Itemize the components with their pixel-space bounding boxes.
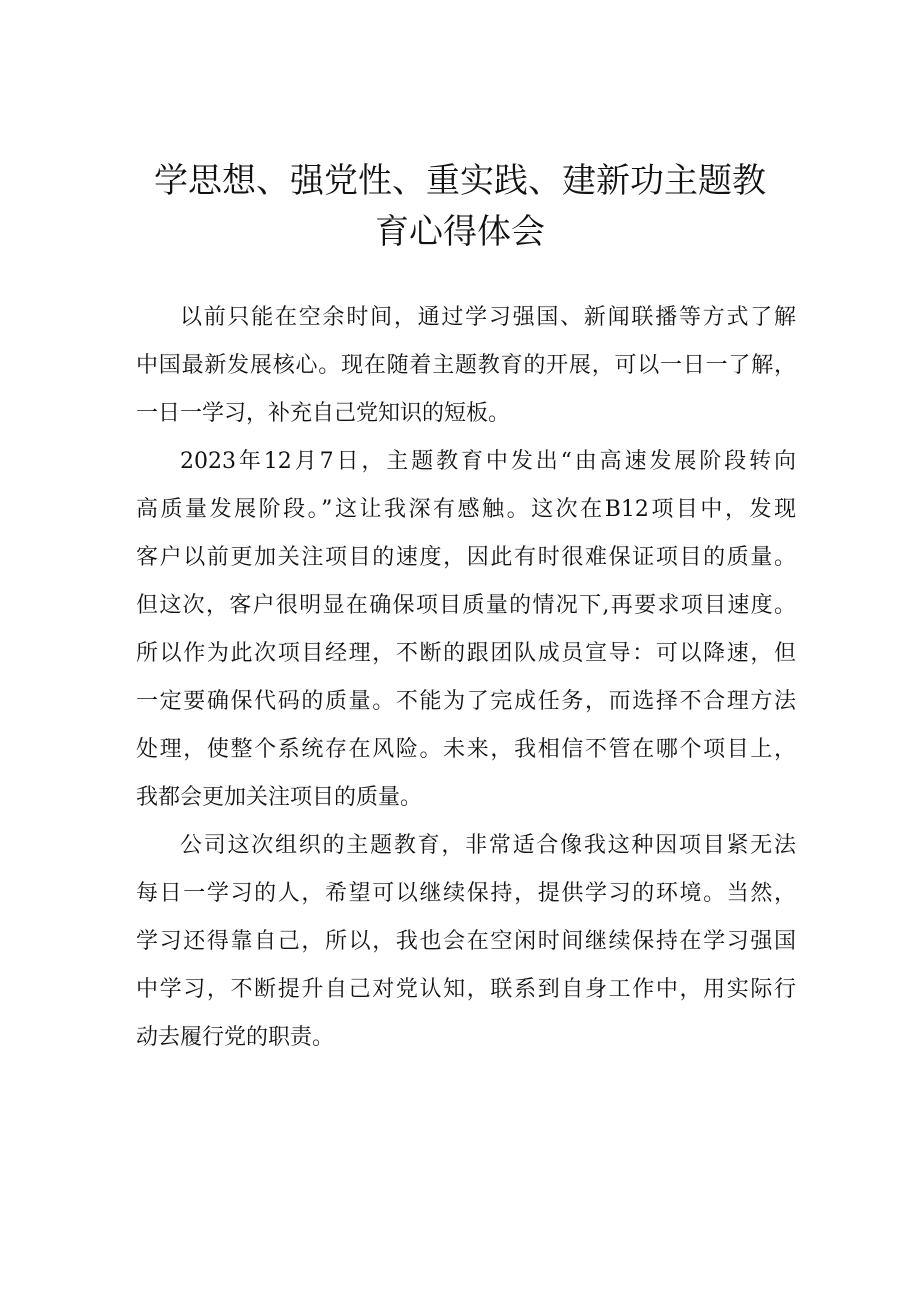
document-title-line-2: 育心得体会	[375, 212, 545, 252]
document-title-line-1: 学思想、强党性、重实践、建新功主题教	[154, 161, 766, 201]
paragraph-2-line-2: 高质量发展阶段。”这让我深有感触。这次在B12项目中，发现	[136, 497, 796, 522]
paragraph-2-line-5: 所以作为此次项目经理，不断的跟团队成员宣导：可以降速，但	[136, 641, 796, 666]
paragraph-2-line-8: 我都会更加关注项目的质量。	[136, 785, 423, 810]
paragraph-3-line-4: 中学习，不断提升自己对党认知，联系到自身工作中，用实际行	[136, 977, 796, 1002]
paragraph-3-line-2: 每日一学习的人，希望可以继续保持，提供学习的环境。当然，	[136, 881, 796, 906]
paragraph-1-line-3: 一日一学习，补充自己党知识的短板。	[136, 401, 511, 426]
paragraph-1-line-1: 以前只能在空余时间，通过学习强国、新闻联播等方式了解	[180, 305, 796, 330]
paragraph-3-line-5: 动去履行党的职责。	[136, 1025, 335, 1050]
paragraph-2-line-3: 客户以前更加关注项目的速度，因此有时很难保证项目的质量。	[136, 545, 796, 570]
paragraph-3-line-3: 学习还得靠自己，所以，我也会在空闲时间继续保持在学习强国	[136, 929, 796, 954]
paragraph-2-line-7: 处理，使整个系统存在风险。未来，我相信不管在哪个项目上，	[136, 737, 796, 762]
paragraph-2-line-1: 2023年12月7日，主题教育中发出“由高速发展阶段转向	[180, 449, 796, 474]
paragraph-3-line-1: 公司这次组织的主题教育，非常适合像我这种因项目紧无法	[180, 833, 796, 858]
paragraph-2-line-6: 一定要确保代码的质量。不能为了完成任务，而选择不合理方法	[136, 689, 796, 714]
paragraph-1-line-2: 中国最新发展核心。现在随着主题教育的开展，可以一日一了解，	[136, 353, 796, 378]
paragraph-2-line-4: 但这次，客户很明显在确保项目质量的情况下,再要求项目速度。	[136, 593, 796, 618]
